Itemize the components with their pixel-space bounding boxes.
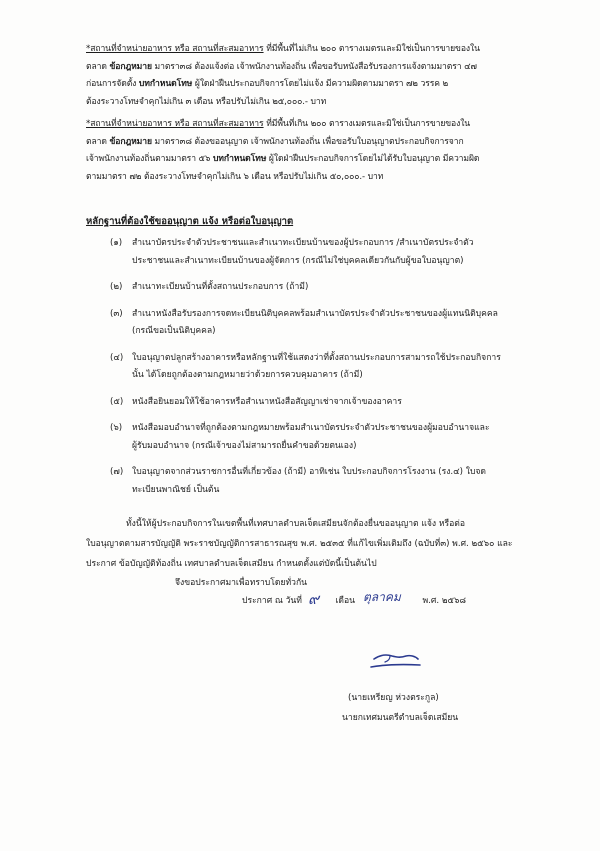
required-documents-heading: หลักฐานที่ต้องใช้ขออนุญาต แจ้ง หรือต่อใบอนุญาต	[86, 216, 294, 227]
premises-type-label: *สถานที่จำหน่ายอาหาร หรือ สถานที่สะสมอาหาร	[86, 44, 264, 54]
signer-title: นายกเทศมนตรีตำบลเจ็ดเสมียน	[342, 713, 459, 723]
required-documents-list	[110, 235, 570, 508]
signature	[368, 650, 422, 672]
list-item: (๕) หนังสือยินยอมให้ใช้อาคารหรือสำเนาหนังสือสัญญาเช่าจากเจ้าของอาคาร	[110, 396, 402, 407]
legal-provision-label: ข้อกฎหมาย	[109, 61, 152, 72]
penalty-label: บทกำหนดโทษ	[212, 154, 267, 164]
closing-paragraph: ทั้งนี้ให้ผู้ประกอบกิจการในเขตพื้นที่เทศบาลตำบลเจ็ดเสมียนจักต้องยื่นขออนุญาต แจ้ง หรือต่อ ใบอนุญาตตามสารบัญญัติ พระราชบัญญัติการสาธารณสุข พ.ศ. ๒๕๓๕ ที่แก้ไขเพิ่มเติมถึง (ฉบับที่๓) พ.ศ. ๒๕๖๐ และ ประกาศ ข้อบัญญัติท้องถิ่น เทศบาลตำบลเจ็ดเสมียน กำหนดตั้งแต่บัดนี้เป็นต้นไป	[86, 519, 513, 569]
notification-statement: จึงขอประกาศมาเพื่อทราบโดยทั่วกัน	[175, 578, 308, 588]
handwritten-day: ๙	[308, 590, 319, 608]
list-item: (๒) สำเนาทะเบียนบ้านที่ตั้งสถานประกอบการ (ถ้ามี)	[110, 282, 309, 292]
premises-type-label: *สถานที่จำหน่ายอาหาร หรือ สถานที่สะสมอาหาร	[86, 119, 264, 129]
penalty-label: บทกำหนดโทษ	[138, 79, 193, 89]
signer-block	[342, 688, 458, 728]
list-item: (๖) หนังสือมอบอำนาจที่ถูกต้องตามกฎหมายพร้อมสำเนาบัตรประจำตัวประชาชนของผู้มอบอำนาจและ ผู้รับมอบอำนาจ (กรณีเจ้าของไม่สามารถยื่นคำขอด้วยตนเอง)	[110, 423, 490, 451]
list-item: (๗) ใบอนุญาตจากส่วนราชการอื่นที่เกี่ยวข้อง (ถ้ามี) อาทิเช่น ใบประกอบกิจการโรงงาน (รง.๔) ใบจด ทะเบียนพาณิชย์ เป็นต้น	[110, 467, 487, 495]
list-item: (๔) ใบอนุญาตปลูกสร้างอาคารหรือหลักฐานที่ใช้แสดงว่าที่ตั้งสถานประกอบการสามารถใช้ประกอบกิจการ นั้น ได้โดยถูกต้องตามกฎหมายว่าด้วยการควบคุมอาคาร (ถ้ามี)	[110, 352, 501, 380]
signer-name: (นายเหรียญ ห่วงตระกูล)	[348, 693, 439, 703]
list-item: (๓) สำเนาหนังสือรับรองการจดทะเบียนนิติบุคคลพร้อมสำเนาบัตรประจำตัวประชาชนของผู้แทนนิติบุคคล (กรณีขอเป็นนิติบุคคล)	[110, 308, 498, 336]
list-item: (๑) สำเนาบัตรประจำตัวประชาชนและสำเนาทะเบียนบ้านของผู้ประกอบการ /สำเนาบัตรประจำตัว ประชาชนและสำเนาทะเบียนบ้านของผู้จัดการ (กรณีไม่ใช่บุคคลเดียวกันกับผู้ขอใบอนุญาต)	[110, 238, 474, 266]
legal-provision-label: ข้อกฎหมาย	[109, 136, 152, 147]
handwritten-month: ตุลาคม	[363, 590, 401, 604]
paragraph-large-premises: *สถานที่จำหน่ายอาหาร หรือ สถานที่สะสมอาหาร ที่มีพื้นที่เกิน ๒๐๐ ตารางเมตรและมิใช่เป็นการขายของใน ตลาด ข้อกฎหมาย มาตรา๓๘ ต้องขออนุญาต เจ้าพนักงานท้องถิ่น เพื่อขอรับใบอนุญาตประกอบกิจการจาก เจ้าพนักงานท้องถิ่นตามมาตรา ๕๖ บทกำหนดโทษ ผู้ใดฝ่าฝืนประกอบกิจการโดยไม่ได้รับใบอนุญาต มีความผิด ตามมาตรา ๗๒ ต้องระวางโทษจำคุกไม่เกิน ๖ เดือน หรือปรับไม่เกิน ๕๐,๐๐๐.- บาท	[86, 119, 480, 182]
announcement-date: ประกาศ ณ วันที่ เดือน พ.ศ. ๒๕๖๘	[242, 596, 467, 606]
paragraph-small-premises: *สถานที่จำหน่ายอาหาร หรือ สถานที่สะสมอาหาร ที่มีพื้นที่ไม่เกิน ๒๐๐ ตารางเมตรและมิใช่เป็นการขายของใน ตลาด ข้อกฎหมาย มาตรา๓๘ ต้องแจ้งต่อ เจ้าพนักงานท้องถิ่น เพื่อขอรับหนังสือรับรองการแจ้งตามมาตรา ๔๗ ก่อนการจัดตั้ง บทกำหนดโทษ ผู้ใดฝ่าฝืนประกอบกิจการโดยไม่แจ้ง มีความผิดตามมาตรา ๗๒ วรรค ๒ ต้องระวางโทษจำคุกไม่เกิน ๓ เดือน หรือปรับไม่เกิน ๒๕,๐๐๐.- บาท	[86, 44, 480, 107]
